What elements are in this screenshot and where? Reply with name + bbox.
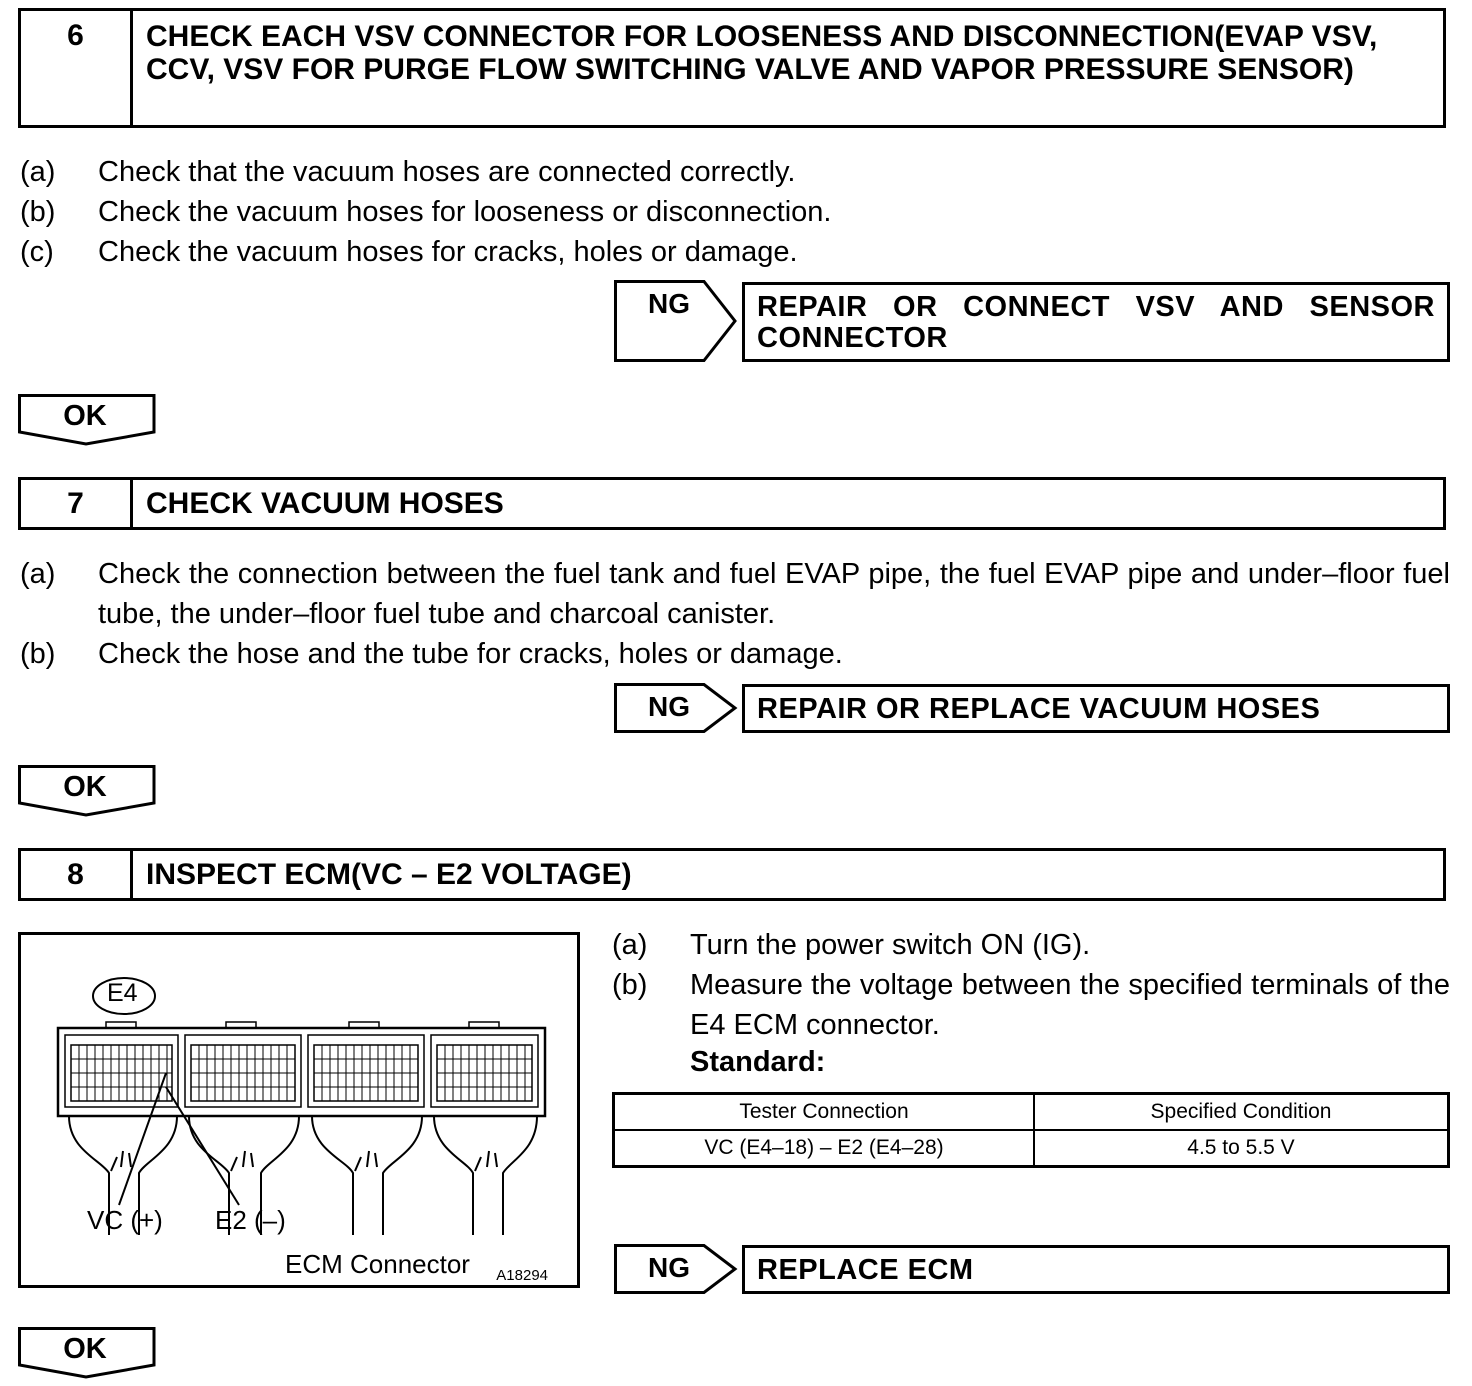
item-text: Check the connection between the fuel tank and fuel EVAP pipe, the fuel EVAP pipe and under–floor fuel tube, the under–floor fuel tube and charcoal canister. (98, 558, 1450, 630)
ecm-connector-figure (18, 932, 580, 1288)
step-number-text: 8 (67, 858, 84, 891)
list-item (20, 634, 1450, 674)
step-7-header (18, 477, 1446, 530)
table-header-row (614, 1094, 1449, 1131)
table-header-cell: Specified Condition (1034, 1094, 1449, 1131)
item-label: (a) (20, 558, 56, 590)
list-item (20, 554, 1450, 634)
ng-label: NG (648, 1252, 690, 1283)
item-text: Turn the power switch ON (IG). (690, 929, 1091, 961)
step-6-header (18, 8, 1446, 128)
step-number (21, 480, 133, 527)
item-label: (a) (612, 929, 648, 961)
ok-label: OK (63, 400, 107, 432)
ng-result-text: REPLACE ECM (757, 1254, 974, 1286)
table-cell: VC (E4–18) – E2 (E4–28) (614, 1130, 1035, 1167)
step-title: CHECK EACH VSV CONNECTOR FOR LOOSENESS AND DISCONNECTION(EVAP VSV, CCV, VSV FOR PURGE FLOW SWITCHING VALVE AND VAPOR PRESSURE SENSOR) (146, 20, 1378, 86)
figure-caption: ECM Connector (285, 1249, 470, 1279)
step-number-text: 7 (67, 487, 84, 520)
ng-result-text: REPAIR OR REPLACE VACUUM HOSES (757, 693, 1321, 725)
ok-label: OK (63, 1333, 107, 1365)
item-text: Check the vacuum hoses for looseness or disconnection. (98, 196, 832, 228)
e2-terminal-label: E2 (–) (215, 1205, 286, 1235)
item-label: (a) (20, 156, 56, 188)
list-item (20, 232, 1450, 272)
table-cell: 4.5 to 5.5 V (1034, 1130, 1449, 1167)
ng-result-box (742, 1245, 1450, 1294)
figure-code: A18294 (496, 1267, 548, 1284)
list-item (612, 965, 1450, 1045)
step-number-text: 6 (67, 19, 84, 52)
item-text: Measure the voltage between the specified terminals of the E4 ECM connector. (690, 969, 1450, 1041)
item-label: (b) (20, 638, 56, 670)
list-item (612, 925, 1450, 965)
ng-label: NG (648, 691, 690, 722)
list-item (20, 192, 1450, 232)
standard-label: Standard: (690, 1046, 826, 1078)
vc-terminal-label: VC (+) (87, 1205, 163, 1235)
item-text: Check the hose and the tube for cracks, holes or damage. (98, 638, 843, 670)
connector-id-label: E4 (107, 979, 138, 1007)
ng-result-box (742, 684, 1450, 733)
ng-result-text: REPAIR OR CONNECT VSV AND SENSOR CONNECTOR (757, 291, 1435, 354)
step-title: CHECK VACUUM HOSES (146, 487, 504, 520)
item-label: (b) (612, 969, 648, 1001)
ng-result-box (742, 282, 1450, 362)
step-number (21, 11, 133, 125)
item-text: Check the vacuum hoses for cracks, holes or damage. (98, 236, 798, 268)
list-item (20, 152, 1450, 192)
step-8-header (18, 848, 1446, 901)
item-label: (c) (20, 236, 54, 268)
table-row (614, 1130, 1449, 1167)
spec-table (612, 1092, 1450, 1168)
table-header-cell: Tester Connection (614, 1094, 1035, 1131)
ng-label: NG (648, 288, 690, 319)
item-label: (b) (20, 196, 56, 228)
step-title: INSPECT ECM(VC – E2 VOLTAGE) (146, 858, 632, 891)
step-number (21, 851, 133, 898)
ok-label: OK (63, 771, 107, 803)
item-text: Check that the vacuum hoses are connected correctly. (98, 156, 796, 188)
